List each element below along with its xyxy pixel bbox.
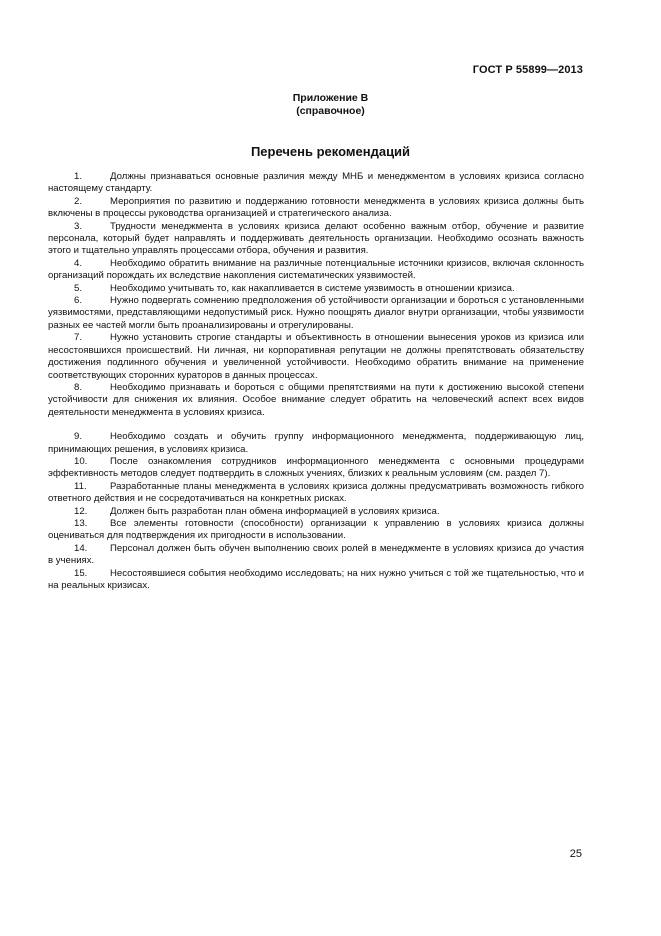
list-item xyxy=(48,456,584,481)
item-number: 12. xyxy=(74,505,88,517)
item-text: Несостоявшиеся события необходимо исследовать; на них нужно учиться с той же тщательностью, что и на реальных кризисах. xyxy=(48,567,584,591)
item-text: Необходимо создать и обучить группу информационного менеджмента, поддерживающую лиц, принимающих решения, в условиях кризиса. xyxy=(48,431,584,455)
item-number: 6. xyxy=(74,295,83,307)
item-text: Необходимо признавать и бороться с общими препятствиями на пути к достижению высокой степени устойчивости для снижения их влияния. Особое внимание следует обратить на человеческий аспект всех видов деятельности менеджмента в условиях кризиса. xyxy=(48,381,584,418)
item-text: Нужно подвергать сомнению предположения об устойчивости организации и бороться с установленными уязвимостями, представляющими недопустимый риск. Нужно поощрять диалог внутри организации, чтобы уязвимости разных ее частей могли быть проанализированы и отрегулированы. xyxy=(48,295,584,331)
list-item xyxy=(48,431,584,456)
list-item xyxy=(48,221,584,258)
item-number: 14. xyxy=(74,542,88,554)
recommendations-list xyxy=(48,171,584,592)
list-item xyxy=(48,518,584,543)
list-item xyxy=(48,568,584,593)
item-number: 3. xyxy=(74,220,83,232)
list-item xyxy=(48,171,584,196)
list-item xyxy=(48,332,584,382)
section-title: Перечень рекомендаций xyxy=(250,144,411,159)
item-text: Трудности менеджмента в условиях кризиса делают особенно важным отбор, обучение и развитие персонала, который будет направлять и поддерживать деятельность организации. Необходимо осознать важность этого и тщательно управлять процессами отбора, обучения и развития. xyxy=(48,220,584,257)
item-number: 10. xyxy=(74,455,88,467)
item-text: Должны признаваться основные различия между МНБ и менеджментом в условиях кризиса согласно настоящему стандарту. xyxy=(48,171,584,195)
item-number: 15. xyxy=(74,567,88,579)
list-item xyxy=(48,543,584,568)
appendix-title: Приложение В xyxy=(292,92,369,104)
item-number: 8. xyxy=(74,381,83,393)
item-number: 7. xyxy=(74,332,83,344)
item-number: 1. xyxy=(74,171,83,182)
list-item xyxy=(48,295,584,332)
list-item xyxy=(48,283,584,295)
list-item xyxy=(48,382,584,419)
item-text: Персонал должен быть обучен выполнению своих ролей в менеджменте в условиях кризиса до участия в учениях. xyxy=(48,542,584,567)
list-item xyxy=(48,196,584,221)
item-text: Все элементы готовности (способности) организации к управлению в условиях кризиса должны оцениваться для подтверждения их пригодности в использовании. xyxy=(48,517,584,542)
appendix-subtitle: (справочное) xyxy=(296,105,365,117)
item-text: Разработанные планы менеджмента в условиях кризиса должны предусматривать возможность гибкого ответного действия и не сосредотачиваться на конкретных рисках. xyxy=(48,480,584,505)
list-item xyxy=(48,258,584,283)
item-number: 5. xyxy=(74,282,83,294)
item-number: 13. xyxy=(74,517,88,529)
list-item xyxy=(48,506,584,518)
document-code: ГОСТ Р 55899—2013 xyxy=(472,64,583,76)
item-text: Нужно установить строгие стандарты и объективность в отношении вынесения уроков из кризиса или несостоявшихся происшествий. Ни личная, ни корпоративная репутации не должны препятствовать обязательству достижения подлинного обучения и увеличенной устойчивости. Необходимо обратить внимание на применение соответствующих сторонних кураторов в данных процессах. xyxy=(48,332,584,381)
item-text: Должен быть разработан план обмена информацией в условиях кризиса. xyxy=(110,505,440,517)
item-number: 4. xyxy=(74,257,83,269)
item-number: 11. xyxy=(74,480,87,492)
item-text: Необходимо учитывать то, как накапливается в системе уязвимость в отношении кризиса. xyxy=(110,282,515,294)
item-text: Мероприятия по развитию и поддержанию готовности менеджмента в условиях кризиса должны быть включены в процессы руководства организацией и стратегического анализа. xyxy=(48,195,584,220)
item-number: 2. xyxy=(74,195,83,207)
item-text: Необходимо обратить внимание на различные потенциальные источники кризисов, включая склонность организаций порождать их вследствие накопления систематических уязвимостей. xyxy=(48,257,584,282)
appendix-heading xyxy=(0,92,661,118)
page-number: 25 xyxy=(569,848,582,860)
item-number: 9. xyxy=(74,431,83,443)
list-item xyxy=(48,481,584,506)
item-text: После ознакомления сотрудников информационного менеджмента с основными процедурами эффективность методов следует подтвердить в сложных учениях, близких к реальным условиям (см. раздел 7). xyxy=(48,455,584,480)
